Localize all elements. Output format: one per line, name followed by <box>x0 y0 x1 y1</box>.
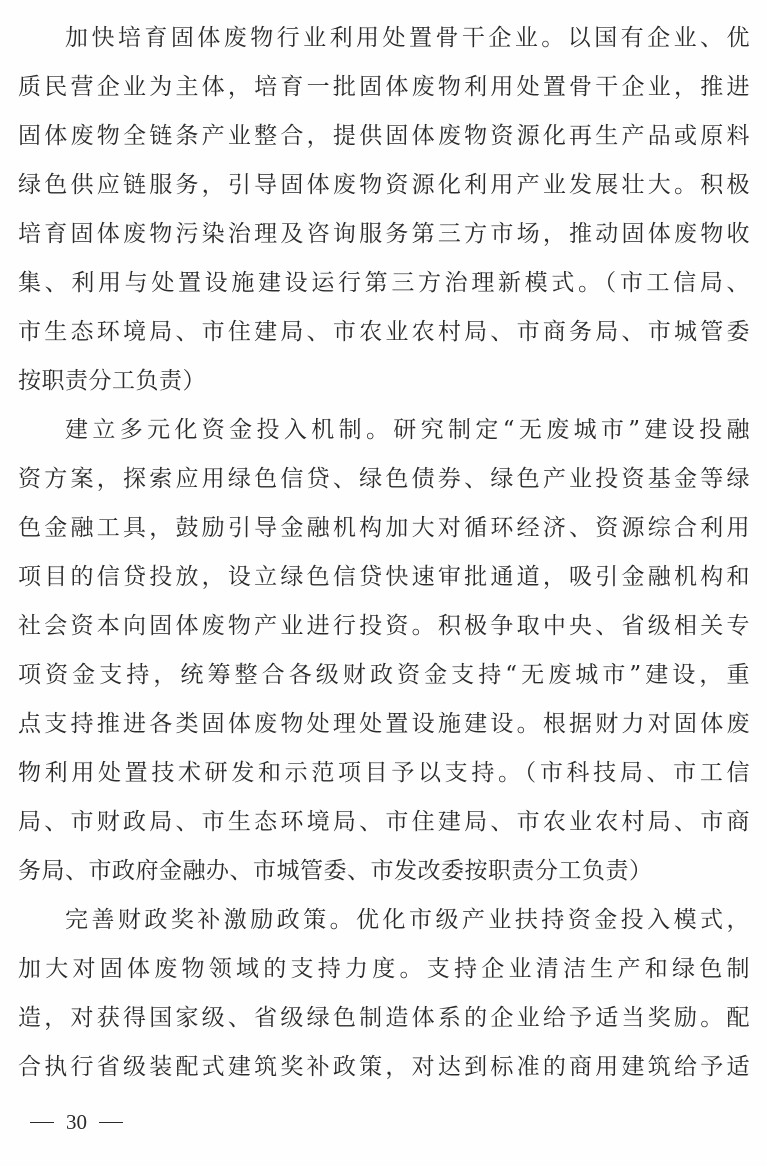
footer-dash-right <box>99 1122 123 1123</box>
paragraph-2-line-10: 务局、市政府金融办、市城管委、市发改委按职责分工负责） <box>18 858 653 884</box>
paragraph-1-line-4: 绿色供应链服务，引导固体废物资源化利用产业发展壮大。积极 <box>18 172 750 198</box>
paragraph-1-line-2: 质民营企业为主体，培育一批固体废物利用处置骨干企业，推进 <box>18 74 750 100</box>
paragraph-2-line-7: 点支持推进各类固体废物处理处置设施建设。根据财力对固体废 <box>18 711 750 737</box>
paragraph-3-line-3: 造，对获得国家级、省级绿色制造体系的企业给予适当奖励。配 <box>18 1005 750 1031</box>
paragraph-3-line-4: 合执行省级装配式建筑奖补政策，对达到标准的商用建筑给予适 <box>18 1054 750 1080</box>
paragraph-3-line-1: 完善财政奖补激励政策。优化市级产业扶持资金投入模式， <box>65 907 750 933</box>
paragraph-1-line-5: 培育固体废物污染治理及咨询服务第三方市场，推动固体废物收 <box>18 221 750 247</box>
paragraph-2-line-3: 色金融工具，鼓励引导金融机构加大对循环经济、资源综合利用 <box>18 515 750 541</box>
paragraph-3-line-2: 加大对固体废物领域的支持力度。支持企业清洁生产和绿色制 <box>18 956 750 982</box>
paragraph-2-line-9: 局、市财政局、市生态环境局、市住建局、市农业农村局、市商 <box>18 809 750 835</box>
paragraph-1-line-8: 按职责分工负责） <box>18 368 206 394</box>
paragraph-2-line-1: 建立多元化资金投入机制。研究制定“无废城市”建设投融 <box>65 417 750 443</box>
paragraph-2-line-8: 物利用处置技术研发和示范项目予以支持。（市科技局、市工信 <box>18 760 750 786</box>
page-number: 30 <box>66 1110 87 1134</box>
paragraph-2-line-6: 项资金支持，统筹整合各级财政资金支持“无废城市”建设，重 <box>18 662 750 688</box>
page-footer <box>30 1110 123 1135</box>
body-text <box>18 14 750 1092</box>
paragraph-1-line-3: 固体废物全链条产业整合，提供固体废物资源化再生产品或原料 <box>18 123 750 149</box>
paragraph-1-line-1: 加快培育固体废物行业利用处置骨干企业。以国有企业、优 <box>65 25 750 51</box>
footer-dash-left <box>30 1122 54 1123</box>
paragraph-2-line-5: 社会资本向固体废物产业进行投资。积极争取中央、省级相关专 <box>18 613 750 639</box>
paragraph-2-line-4: 项目的信贷投放，设立绿色信贷快速审批通道，吸引金融机构和 <box>18 564 750 590</box>
paragraph-1-line-6: 集、利用与处置设施建设运行第三方治理新模式。（市工信局、 <box>18 270 750 296</box>
paragraph-1-line-7: 市生态环境局、市住建局、市农业农村局、市商务局、市城管委 <box>18 319 750 345</box>
paragraph-2-line-2: 资方案，探索应用绿色信贷、绿色债券、绿色产业投资基金等绿 <box>18 466 750 492</box>
